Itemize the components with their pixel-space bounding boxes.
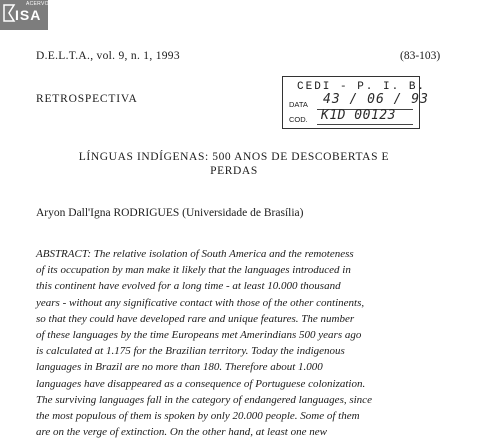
isa-logo	[0, 0, 48, 30]
stamp-title: CEDI - P. I. B.	[297, 81, 427, 93]
author-line: Aryon Dall'Igna RODRIGUES (Universidade de Brasília)	[36, 207, 304, 219]
abstract-line: are on the verge of extinction. On the other hand, at least one new	[36, 426, 327, 439]
abstract-line: years - without any significative contact with those of the other continents,	[36, 296, 365, 309]
abstract-line: so that they could have developed rare and unique features. The number	[36, 312, 355, 325]
abstract-line: languages have disappeared as a consequence of Portuguese colonization.	[36, 377, 366, 390]
stamp-date-value: 43 / 06 / 93	[323, 92, 429, 107]
article-title-line-1: LÍNGUAS INDÍGENAS: 500 ANOS DE DESCOBERTAS E	[78, 151, 390, 163]
journal-citation: D.E.L.T.A., vol. 9, n. 1, 1993	[36, 50, 180, 62]
abstract-line: languages in Brazil are no more than 180. Therefore about 1.000	[36, 361, 323, 374]
article-title-line-2: PERDAS	[210, 165, 258, 177]
stamp-code-label: COD.	[289, 115, 308, 124]
abstract-line: The surviving languages fall in the category of endangered languages, since	[36, 393, 372, 406]
abstract-line: ABSTRACT: The relative isolation of South America and the remoteness	[36, 248, 354, 260]
logo-wordmark: ISA	[15, 7, 42, 23]
library-stamp	[282, 76, 429, 129]
abstract-line: the most populous of them is spoken by only 20.000 people. Some of them	[36, 410, 360, 423]
stamp-date-label: DATA	[289, 100, 308, 109]
abstract-line: this continent have evolved for a long time - at least 10.000 thousand	[36, 280, 341, 293]
abstract-line: of its occupation by man make it likely that the languages introduced in	[36, 264, 351, 277]
logo-mark-icon	[2, 3, 16, 23]
abstract-line: is calculated at 1.175 for the Brazilian territory. Today the indigenous	[36, 345, 345, 358]
logo-subtext: ACERVO	[26, 1, 49, 7]
abstract	[36, 246, 476, 440]
stamp-code-value: K1D 00123	[321, 108, 396, 123]
page-range: (83-103)	[400, 50, 441, 62]
article-title	[34, 150, 434, 178]
abstract-line: of these languages by the time Europeans met Amerindians 500 years ago	[36, 329, 362, 342]
stamp-code-line	[317, 124, 413, 125]
section-label: RETROSPECTIVA	[36, 93, 138, 105]
